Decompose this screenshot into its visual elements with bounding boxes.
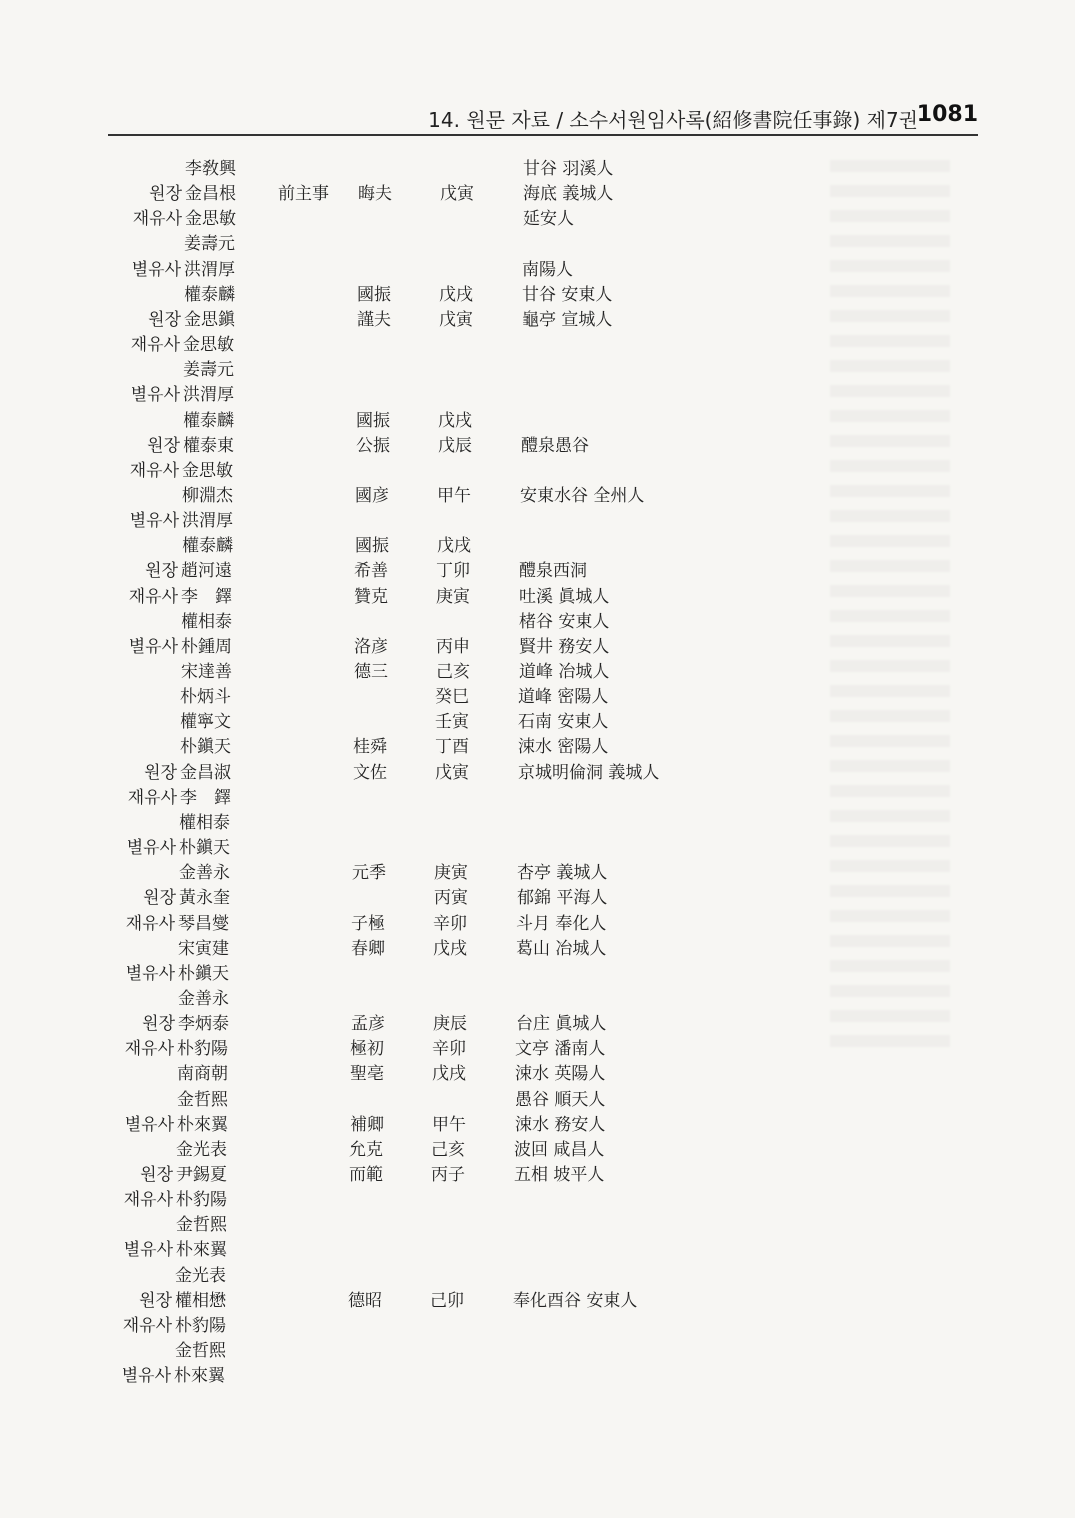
roster-row <box>0 409 1075 434</box>
name-cell: 朴鎭天 <box>178 963 229 984</box>
courtesy-name-cell: 德昭 <box>348 1290 382 1311</box>
courtesy-name-cell: 極初 <box>350 1039 384 1060</box>
roster-row <box>0 534 1075 559</box>
name-cell: 朴來翼 <box>176 1240 227 1261</box>
roster-row <box>0 1037 1075 1062</box>
name-cell: 趙河遠 <box>181 561 232 582</box>
roster-row <box>0 358 1075 383</box>
name-cell: 金思鎭 <box>184 309 235 330</box>
courtesy-name-cell: 國彦 <box>355 485 389 506</box>
name-cell: 朴豹陽 <box>177 1039 228 1060</box>
courtesy-name-cell: 洛彦 <box>354 636 388 657</box>
role-cell: 재유사 <box>124 1039 174 1060</box>
courtesy-name-cell: 孟彦 <box>351 1014 385 1035</box>
name-cell: 宋達善 <box>181 662 232 682</box>
origin-cell: 京城明倫洞 義城人 <box>518 762 660 783</box>
roster-row <box>0 761 1075 786</box>
birth-year-cell: 辛卯 <box>432 1039 466 1060</box>
roster-row <box>0 333 1075 358</box>
roster-row <box>0 660 1075 685</box>
name-cell: 權泰麟 <box>183 410 234 431</box>
name-cell: 權泰東 <box>183 435 234 456</box>
role-cell: 재유사 <box>129 460 179 481</box>
birth-year-cell: 庚寅 <box>436 586 470 607</box>
birth-year-cell: 戊戌 <box>439 284 473 305</box>
name-cell: 金哲熙 <box>175 1341 226 1362</box>
roster-row <box>0 157 1075 182</box>
name-cell: 姜壽元 <box>184 234 235 255</box>
origin-cell: 道峰 冶城人 <box>519 662 610 682</box>
running-title: 14. 원문 자료 / 소수서원임사록(紹修書院任事錄) 제7권 <box>428 108 918 132</box>
role-cell: 원장 <box>145 561 178 582</box>
roster-row <box>0 912 1075 937</box>
courtesy-name-cell: 國振 <box>356 410 390 431</box>
origin-cell: 奉化酉谷 安東人 <box>513 1290 638 1311</box>
courtesy-name-cell: 子極 <box>351 913 385 934</box>
birth-year-cell: 戊寅 <box>439 309 473 330</box>
roster-row <box>0 1314 1075 1339</box>
name-cell: 權相泰 <box>181 611 232 632</box>
name-cell: 尹錫夏 <box>176 1165 227 1185</box>
name-cell: 朴來翼 <box>177 1114 228 1135</box>
origin-cell: 道峰 密陽人 <box>518 687 609 708</box>
birth-year-cell: 丁卯 <box>436 561 470 582</box>
roster-row <box>0 1088 1075 1113</box>
courtesy-name-cell: 元季 <box>352 863 386 884</box>
roster-row <box>0 987 1075 1012</box>
name-cell: 朴鎭天 <box>179 838 230 859</box>
role-cell: 별유사 <box>125 963 175 984</box>
name-cell: 宋寅建 <box>178 938 229 959</box>
roster-row <box>0 1364 1075 1389</box>
origin-cell: 甘谷 羽溪人 <box>523 159 614 179</box>
name-cell: 洪渭厚 <box>182 511 233 532</box>
origin-cell: 醴泉西洞 <box>519 561 587 582</box>
roster-row <box>0 811 1075 836</box>
name-cell: 南商朝 <box>177 1064 228 1085</box>
birth-year-cell: 己亥 <box>431 1139 465 1160</box>
role-cell: 재유사 <box>125 913 175 934</box>
origin-cell: 波回 咸昌人 <box>514 1139 605 1160</box>
role-cell: 원장 <box>144 762 177 783</box>
name-cell: 朴鍾周 <box>181 636 232 657</box>
birth-year-cell: 己亥 <box>436 662 470 682</box>
name-cell: 朴來翼 <box>174 1366 225 1387</box>
courtesy-name-cell: 允克 <box>349 1139 383 1160</box>
origin-cell: 龜亭 宣城人 <box>522 309 613 330</box>
role-cell: 별유사 <box>124 1114 174 1135</box>
origin-cell: 吐溪 眞城人 <box>519 586 610 607</box>
roster-row <box>0 459 1075 484</box>
courtesy-name-cell: 補卿 <box>350 1114 384 1135</box>
roster-row <box>0 786 1075 811</box>
name-cell: 金思敏 <box>185 209 236 230</box>
roster-row <box>0 232 1075 257</box>
birth-year-cell: 壬寅 <box>435 712 469 733</box>
name-cell: 黃永奎 <box>179 888 230 909</box>
birth-year-cell: 癸巳 <box>435 687 469 708</box>
roster-row <box>0 585 1075 610</box>
origin-cell: 斗月 奉化人 <box>516 913 607 934</box>
courtesy-name-cell: 春卿 <box>351 938 385 959</box>
roster-row <box>0 1264 1075 1289</box>
courtesy-name-cell: 文佐 <box>353 762 387 783</box>
birth-year-cell: 戊戌 <box>432 1064 466 1085</box>
role-cell: 별유사 <box>131 259 181 280</box>
name-cell: 金善永 <box>179 863 230 884</box>
roster-row <box>0 685 1075 710</box>
origin-cell: 台庄 眞城人 <box>516 1014 607 1035</box>
name-cell: 柳淵杰 <box>182 485 233 506</box>
origin-cell: 杏亭 義城人 <box>517 863 608 884</box>
courtesy-name-cell: 謹夫 <box>357 309 391 330</box>
roster-row <box>0 1062 1075 1087</box>
name-cell: 金思敏 <box>183 335 234 356</box>
title-cell: 前主事 <box>278 184 329 205</box>
roster-row <box>0 383 1075 408</box>
name-cell: 權寧文 <box>180 712 231 733</box>
origin-cell: 涑水 英陽人 <box>515 1064 606 1085</box>
courtesy-name-cell: 德三 <box>354 662 388 682</box>
role-cell: 재유사 <box>128 586 178 607</box>
courtesy-name-cell: 晦夫 <box>358 184 392 205</box>
origin-cell: 醴泉愚谷 <box>521 435 589 456</box>
roster-row <box>0 1339 1075 1364</box>
name-cell: 琴昌燮 <box>178 913 229 934</box>
role-cell: 재유사 <box>123 1190 173 1211</box>
roster-row <box>0 735 1075 760</box>
role-cell: 재유사 <box>127 787 177 808</box>
courtesy-name-cell: 贊克 <box>354 586 388 607</box>
roster-row <box>0 1289 1075 1314</box>
origin-cell: 甘谷 安東人 <box>522 284 613 305</box>
name-cell: 金光表 <box>176 1139 227 1160</box>
name-cell: 金哲熙 <box>177 1089 228 1110</box>
role-cell: 재유사 <box>130 335 180 356</box>
roster-row <box>0 962 1075 987</box>
name-cell: 金昌淑 <box>180 762 231 783</box>
roster-row <box>0 710 1075 735</box>
name-cell: 金善永 <box>178 988 229 1009</box>
role-cell: 원장 <box>149 184 182 205</box>
name-cell: 洪渭厚 <box>183 385 234 406</box>
courtesy-name-cell: 公振 <box>356 435 390 456</box>
page-header <box>108 100 978 136</box>
origin-cell: 石南 安東人 <box>518 712 609 733</box>
origin-cell: 安東水谷 全州人 <box>520 485 645 506</box>
name-cell: 朴鎭天 <box>180 737 231 758</box>
roster-row <box>0 937 1075 962</box>
origin-cell: 涑水 密陽人 <box>518 737 609 758</box>
origin-cell: 涑水 務安人 <box>515 1114 606 1135</box>
name-cell: 權相懋 <box>175 1290 226 1311</box>
name-cell: 李炳泰 <box>178 1014 229 1035</box>
role-cell: 원장 <box>148 309 181 330</box>
courtesy-name-cell: 希善 <box>354 561 388 582</box>
name-cell: 權泰麟 <box>182 536 233 557</box>
role-cell: 재유사 <box>132 209 182 230</box>
courtesy-name-cell: 桂舜 <box>353 737 387 758</box>
name-cell: 朴豹陽 <box>175 1315 226 1336</box>
roster-row <box>0 484 1075 509</box>
birth-year-cell: 甲午 <box>437 485 471 506</box>
birth-year-cell: 甲午 <box>432 1114 466 1135</box>
roster-row <box>0 610 1075 635</box>
name-cell: 李 鐸 <box>181 586 232 607</box>
courtesy-name-cell: 而範 <box>349 1165 383 1185</box>
name-cell: 李 鐸 <box>180 787 231 808</box>
birth-year-cell: 戊戌 <box>438 410 472 431</box>
role-cell: 별유사 <box>126 838 176 859</box>
roster-row <box>0 886 1075 911</box>
role-cell: 별유사 <box>123 1240 173 1261</box>
role-cell: 별유사 <box>128 636 178 657</box>
origin-cell: 海底 義城人 <box>523 184 614 205</box>
role-cell: 재유사 <box>122 1315 172 1336</box>
name-cell: 金昌根 <box>185 184 236 205</box>
name-cell: 權相泰 <box>179 812 230 833</box>
birth-year-cell: 丙子 <box>431 1165 465 1185</box>
roster-row <box>0 283 1075 308</box>
name-cell: 金光表 <box>175 1265 226 1286</box>
role-cell: 원장 <box>139 1290 172 1311</box>
courtesy-name-cell: 國振 <box>355 536 389 557</box>
origin-cell: 愚谷 順天人 <box>515 1089 606 1110</box>
role-cell: 원장 <box>147 435 180 456</box>
roster-row <box>0 308 1075 333</box>
name-cell: 姜壽元 <box>183 360 234 381</box>
origin-cell: 延安人 <box>523 209 574 230</box>
name-cell: 金哲熙 <box>176 1215 227 1236</box>
role-cell: 별유사 <box>121 1366 171 1387</box>
birth-year-cell: 戊寅 <box>435 762 469 783</box>
name-cell: 權泰麟 <box>184 284 235 305</box>
birth-year-cell: 戊戌 <box>437 536 471 557</box>
roster-row <box>0 1138 1075 1163</box>
role-cell: 별유사 <box>130 385 180 406</box>
birth-year-cell: 庚寅 <box>434 863 468 884</box>
origin-cell: 楮谷 安東人 <box>519 611 610 632</box>
name-cell: 李敎興 <box>185 159 236 179</box>
page-number: 1081 <box>916 102 978 127</box>
courtesy-name-cell: 聖亳 <box>350 1064 384 1085</box>
origin-cell: 葛山 冶城人 <box>516 938 607 959</box>
roster-row <box>0 1012 1075 1037</box>
roster-row <box>0 1188 1075 1213</box>
origin-cell: 賢井 務安人 <box>519 636 610 657</box>
roster-row <box>0 1213 1075 1238</box>
roster-row <box>0 207 1075 232</box>
roster-row <box>0 258 1075 283</box>
origin-cell: 郁錦 平海人 <box>517 888 608 909</box>
roster-row <box>0 559 1075 584</box>
roster-row <box>0 861 1075 886</box>
roster-row <box>0 635 1075 660</box>
birth-year-cell: 戊辰 <box>438 435 472 456</box>
roster-row <box>0 1238 1075 1263</box>
roster-row <box>0 836 1075 861</box>
role-cell: 원장 <box>140 1165 173 1185</box>
birth-year-cell: 戊寅 <box>440 184 474 205</box>
origin-cell: 文亭 潘南人 <box>515 1039 606 1060</box>
birth-year-cell: 丙申 <box>436 636 470 657</box>
role-cell: 원장 <box>142 1014 175 1035</box>
name-cell: 洪渭厚 <box>184 259 235 280</box>
birth-year-cell: 辛卯 <box>433 913 467 934</box>
birth-year-cell: 丁酉 <box>435 737 469 758</box>
roster-row <box>0 509 1075 534</box>
roster-row <box>0 1163 1075 1188</box>
birth-year-cell: 丙寅 <box>434 888 468 909</box>
origin-cell: 南陽人 <box>522 259 573 280</box>
roster-row <box>0 1113 1075 1138</box>
name-cell: 金思敏 <box>182 460 233 481</box>
name-cell: 朴豹陽 <box>176 1190 227 1211</box>
birth-year-cell: 庚辰 <box>433 1014 467 1035</box>
role-cell: 원장 <box>143 888 176 909</box>
origin-cell: 五相 坡平人 <box>514 1165 605 1185</box>
role-cell: 별유사 <box>129 511 179 532</box>
name-cell: 朴炳斗 <box>180 687 231 708</box>
roster-row <box>0 434 1075 459</box>
courtesy-name-cell: 國振 <box>357 284 391 305</box>
birth-year-cell: 戊戌 <box>433 938 467 959</box>
birth-year-cell: 己卯 <box>430 1290 464 1311</box>
roster-row <box>0 182 1075 207</box>
